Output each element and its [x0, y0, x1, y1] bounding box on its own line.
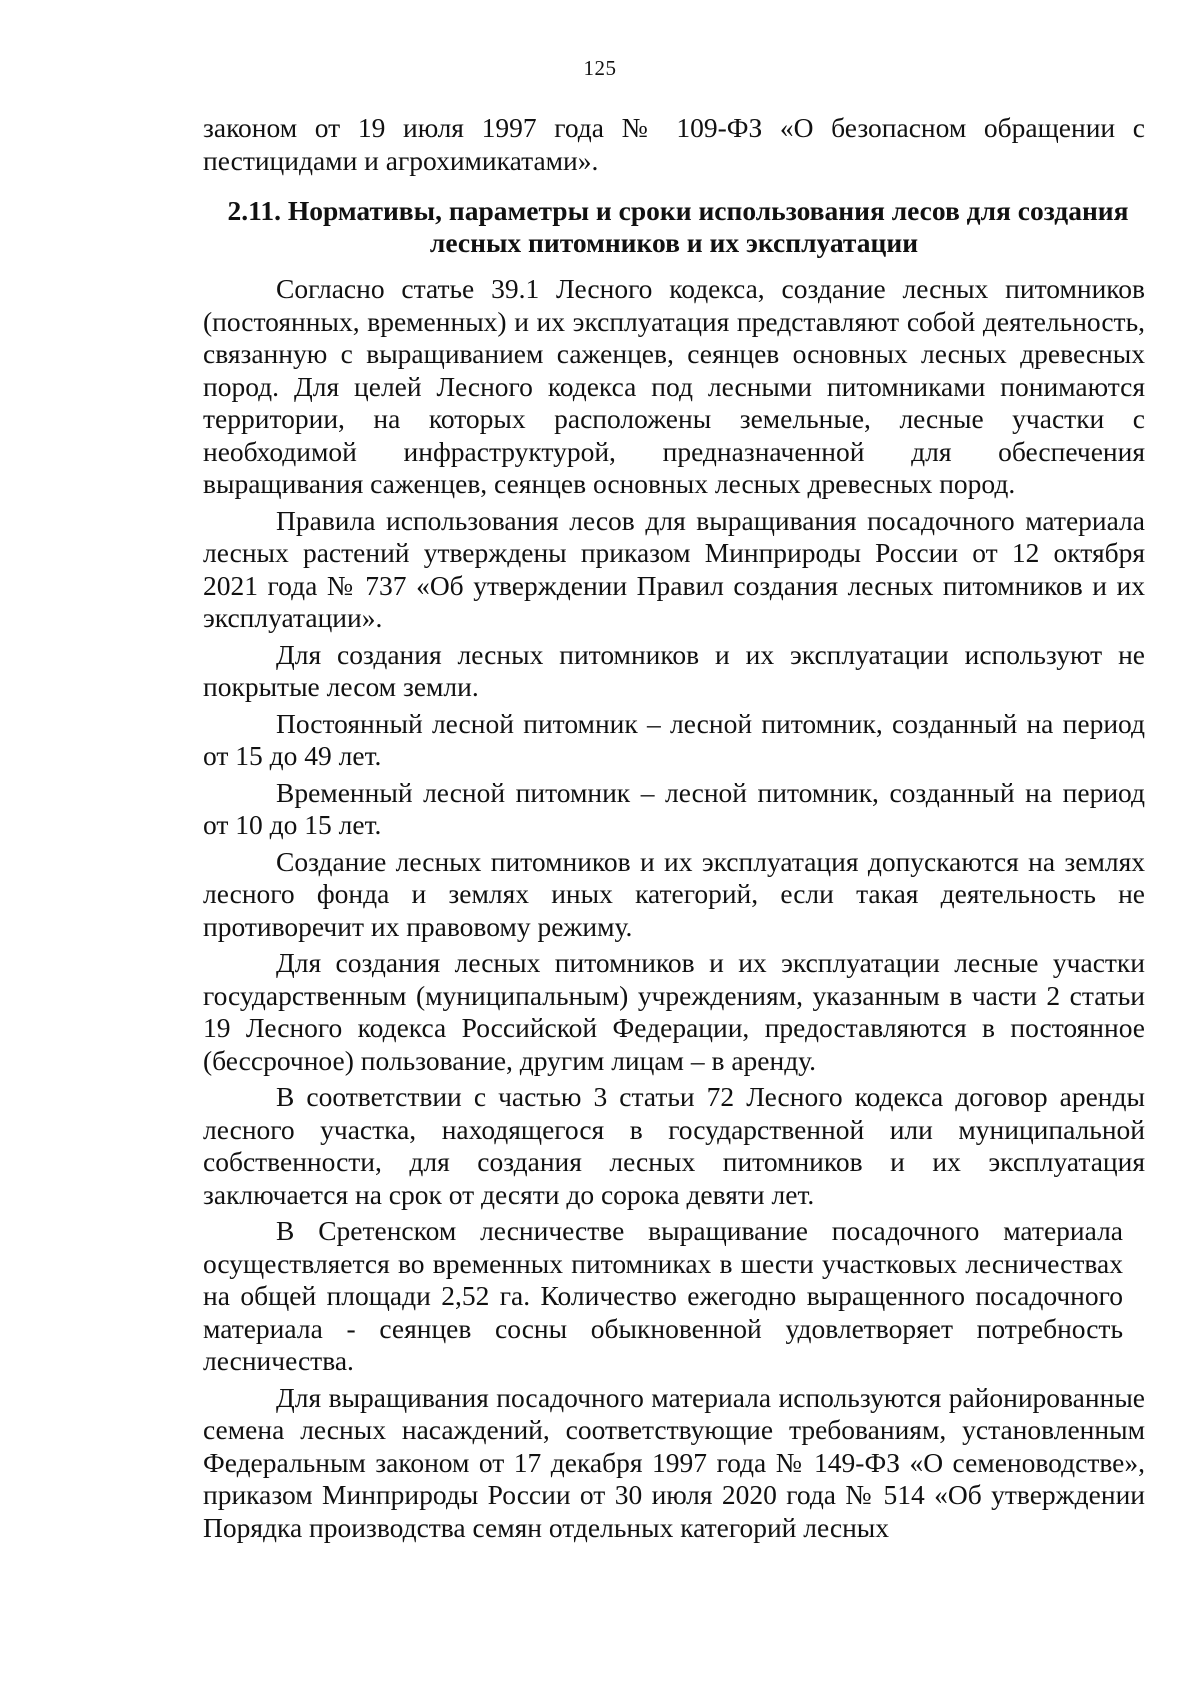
paragraph-seeds: Для выращивания посадочного материала используются районированные семена лесных насаждений, соответствующие требованиям, установленным Федеральным законом от 17 декабря 1997 года № 149-ФЗ «О семеноводстве», приказом Минприроды России от 30 июля 2020 года № 514 «Об утверждении Порядка производства семян отдельных категорий лесных [203, 1381, 1145, 1543]
paragraph-land-categories: Создание лесных питомников и их эксплуатация допускаются на землях лесного фонда и землях иных категорий, если такая деятельность не противоречит их правовому режиму. [203, 845, 1145, 942]
paragraph-nurseries-definition: Согласно статье 39.1 Лесного кодекса, создание лесных питомников (постоянных, временных) и их эксплуатация представляют собой деятельность, связанную с выращиванием саженцев, сеянцев основных лесных древесных пород. Для целей Лесного кодекса под лесными питомниками понимаются территории, на которых расположены земельные, лесные участки с необходимой инфраструктурой, предназначенной для обеспечения выращивания саженцев, сеянцев основных лесных древесных пород. [203, 273, 1145, 499]
intro-paragraph: законом от 19 июля 1997 года № 109-ФЗ «О безопасном обращении с пестицидами и агрохимикатами». [203, 112, 1145, 176]
paragraph-land-provision: Для создания лесных питомников и их эксплуатации лесные участки государственным (муниципальным) учреждениям, указанным в части 2 статьи 19 Лесного кодекса Российской Федерации, предоставляются в постоянное (бессрочное) пользование, другим лицам – в аренду. [203, 947, 1145, 1076]
paragraph-permanent-nursery: Постоянный лесной питомник – лесной питомник, созданный на период от 15 до 49 лет. [203, 707, 1145, 771]
paragraph-land-use: Для создания лесных питомников и их эксплуатации используют не покрытые лесом земли. [203, 638, 1145, 702]
paragraph-rules-order: Правила использования лесов для выращивания посадочного материала лесных растений утверждены приказом Минприроды России от 12 октября 2021 года № 737 «Об утверждении Правил создания лесных питомников и их эксплуатации». [203, 504, 1145, 633]
paragraph-sretensk-forestry: В Сретенском лесничестве выращивание посадочного материала осуществляется во временных питомниках в шести участковых лесничествах на общей площади 2,52 га. Количество ежегодно выращенного посадочного материала - сеянцев сосны обыкновенной удовлетворяет потребность лесничества. [203, 1215, 1123, 1376]
section-heading [203, 195, 1145, 259]
page-number: 125 [583, 56, 617, 80]
paragraph-temporary-nursery: Временный лесной питомник – лесной питомник, созданный на период от 10 до 15 лет. [203, 776, 1145, 840]
paragraph-lease-term: В соответствии с частью 3 статьи 72 Лесного кодекса договор аренды лесного участка, находящегося в государственной или муниципальной собственности, для создания лесных питомников и их эксплуатация заключается на срок от десяти до сорока девяти лет. [203, 1081, 1145, 1210]
section-heading-line-2: лесных питомников и их эксплуатации [429, 227, 919, 258]
section-heading-line-1: 2.11. Нормативы, параметры и сроки использования лесов для создания [227, 195, 1129, 226]
document-body [203, 112, 1145, 1544]
